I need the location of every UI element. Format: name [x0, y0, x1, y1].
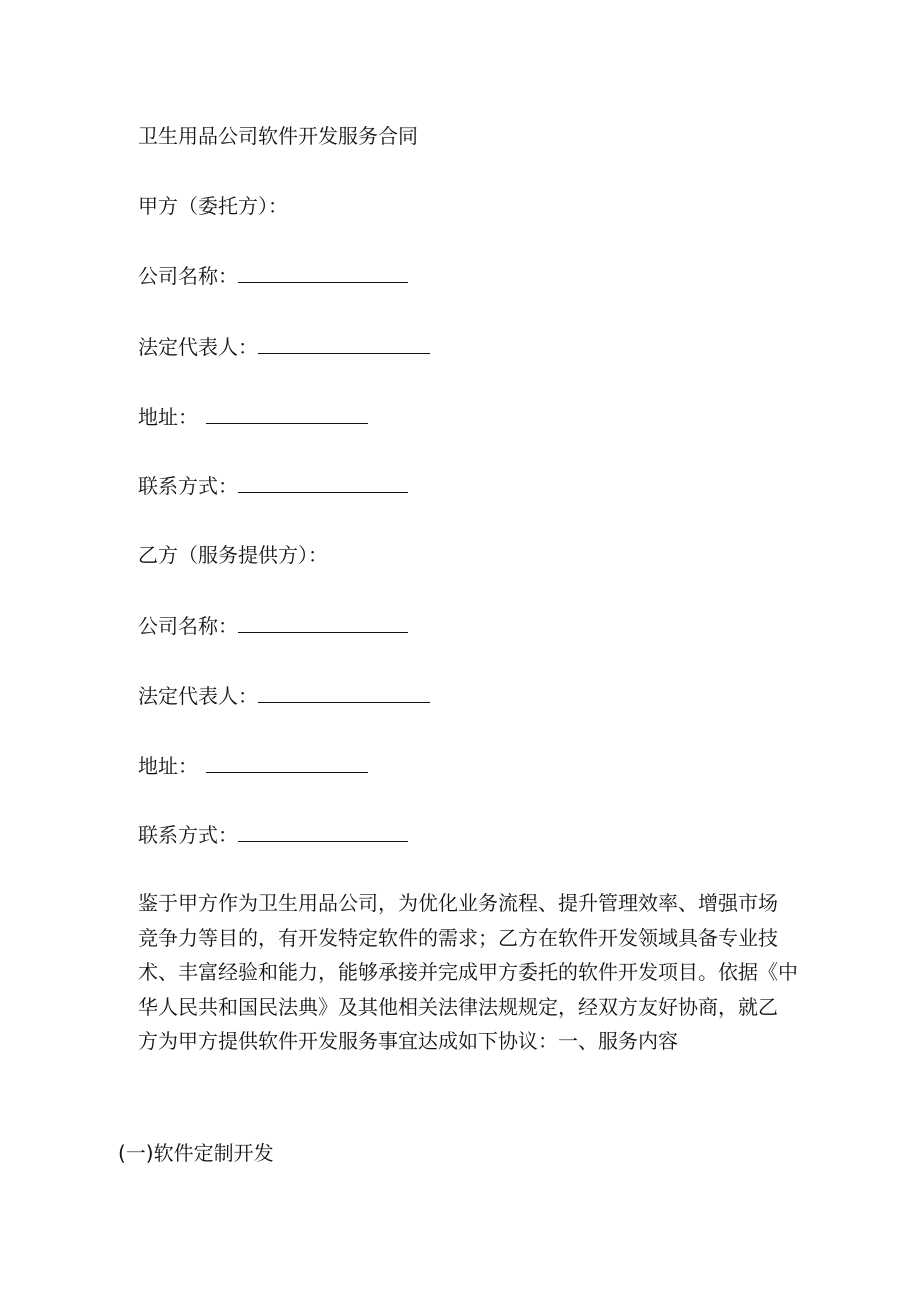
party-b-heading: 乙方（服务提供方）： [138, 543, 328, 567]
preamble-line: 华人民共和国民法典》及其他相关法律法规规定，经双方友好协商，就乙 [138, 994, 778, 1019]
preamble-paragraph [138, 886, 798, 1059]
party-a-rep-blank[interactable] [258, 333, 430, 354]
party-a-contact-blank[interactable] [238, 472, 408, 493]
document-title: 卫生用品公司软件开发服务合同 [138, 124, 418, 148]
party-b-rep-row [138, 682, 430, 709]
party-a-company-label: 公司名称： [138, 264, 238, 288]
party-b-address-row [138, 752, 368, 779]
subsection-heading: (一)软件定制开发 [118, 1141, 274, 1165]
preamble-line: 竞争力等目的，有开发特定软件的需求；乙方在软件开发领域具备专业技 [138, 925, 778, 950]
party-a-contact-label: 联系方式： [138, 474, 238, 498]
party-a-rep-label: 法定代表人： [138, 335, 258, 359]
party-b-company-blank[interactable] [238, 612, 408, 633]
party-b-address-blank[interactable] [206, 752, 368, 773]
party-a-address-label: 地址： [138, 405, 198, 429]
preamble-line: 方为甲方提供软件开发服务事宜达成如下协议：一、服务内容 [138, 1029, 678, 1053]
party-a-heading: 甲方（委托方）： [138, 194, 288, 218]
preamble-line: 术、丰富经验和能力，能够承接并完成甲方委托的软件开发项目。依据《中 [138, 960, 798, 984]
party-a-company-blank[interactable] [238, 262, 408, 283]
party-b-rep-blank[interactable] [258, 682, 430, 703]
party-b-company-label: 公司名称： [138, 614, 238, 638]
party-a-contact-row [138, 472, 408, 499]
party-b-contact-row [138, 821, 408, 848]
preamble-line: 鉴于甲方作为卫生用品公司，为优化业务流程、提升管理效率、增强市场 [138, 891, 778, 915]
party-a-address-blank[interactable] [206, 403, 368, 424]
party-b-contact-blank[interactable] [238, 821, 408, 842]
party-a-rep-row [138, 333, 430, 360]
party-b-contact-label: 联系方式： [138, 823, 238, 847]
party-b-rep-label: 法定代表人： [138, 684, 258, 708]
party-b-company-row [138, 612, 408, 639]
party-a-address-row [138, 403, 368, 430]
party-b-address-label: 地址： [138, 754, 198, 778]
party-a-company-row [138, 262, 408, 289]
